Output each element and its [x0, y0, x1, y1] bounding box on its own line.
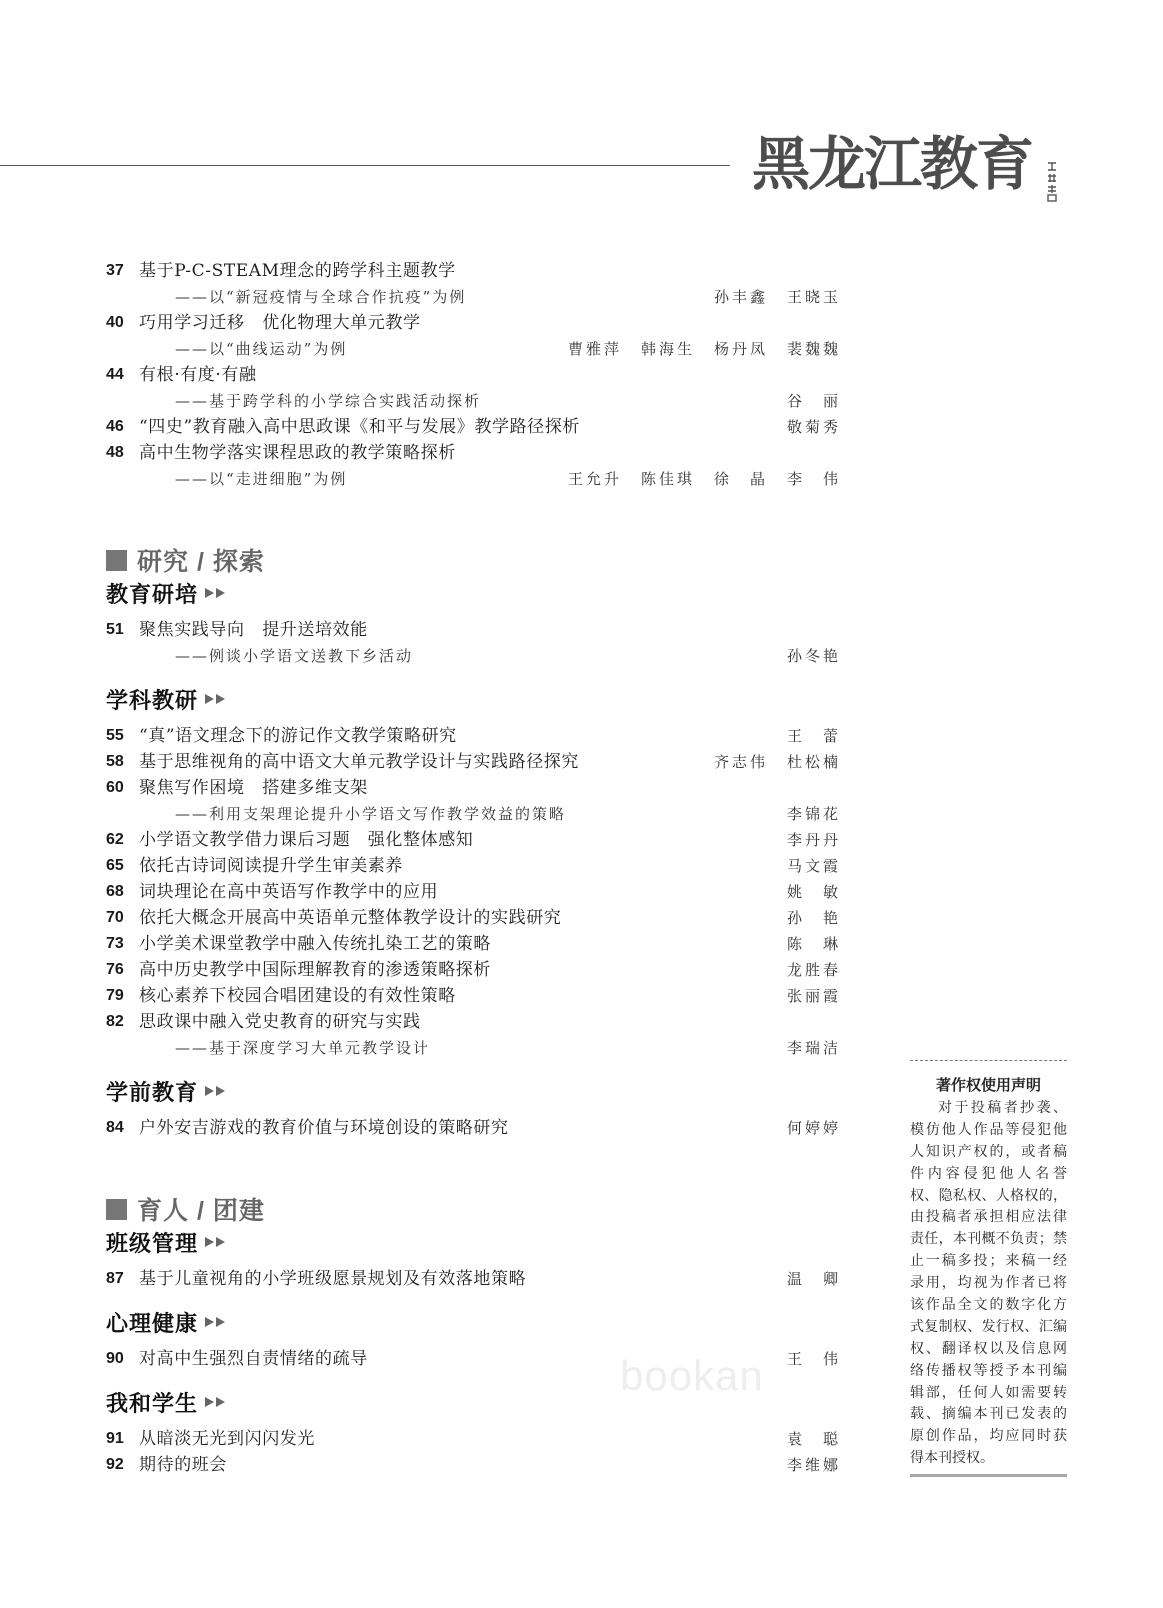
entry-title: “四史”教育融入高中思政课《和平与发展》教学路径探析	[139, 417, 580, 437]
toc-entry	[106, 931, 838, 957]
author-list	[787, 1115, 838, 1141]
double-arrow-icon	[205, 1317, 227, 1327]
author-name: 陈 琳	[787, 935, 838, 953]
entry-title: 小学语文教学借力课后习题 强化整体感知	[139, 830, 474, 850]
subsection-title: 我和学生	[106, 1390, 199, 1417]
copyright-line: 该作品全文的数字化方	[910, 1296, 1067, 1313]
copyright-line: 络传播权等授予本刊编	[910, 1361, 1067, 1378]
entry-title: 期待的班会	[139, 1455, 227, 1475]
entry-title: 核心素养下校园合唱团建设的有效性策略	[139, 986, 456, 1006]
page-number: 48	[106, 444, 124, 461]
page-number: 92	[106, 1456, 124, 1473]
toc-entry	[106, 749, 838, 775]
author-list	[787, 1452, 838, 1478]
section-header	[106, 1191, 838, 1227]
entry-title: 聚焦实践导向 提升送培效能	[139, 620, 368, 640]
entry-subtitle: ——以“新冠疫情与全球合作抗疫”为例	[175, 288, 467, 306]
author-list	[568, 336, 838, 362]
entry-subtitle: ——利用支架理论提升小学语文写作教学效益的策略	[175, 805, 567, 823]
subsection-header	[106, 1307, 838, 1337]
page-number: 76	[106, 961, 124, 978]
page-number: 73	[106, 935, 124, 952]
entry-title: “真”语文理念下的游记作文教学策略研究	[139, 726, 457, 746]
page-number: 51	[106, 621, 124, 638]
author-list	[787, 1346, 838, 1372]
entry-title: 高中历史教学中国际理解教育的渗透策略探析	[139, 960, 491, 980]
entry-subtitle-row	[106, 388, 838, 414]
author-name: 孙丰鑫	[714, 288, 765, 306]
entry-subtitle-row	[106, 336, 838, 362]
page-number: 62	[106, 831, 124, 848]
copyright-line: 辑部，任何人如需要转	[910, 1383, 1067, 1400]
author-list	[787, 388, 838, 414]
author-name: 王允升	[568, 470, 619, 488]
author-name: 李丹丹	[787, 831, 838, 849]
page-number: 58	[106, 753, 124, 770]
watermark: bookan	[620, 1352, 764, 1399]
author-name: 姚 敏	[787, 883, 838, 901]
entry-title: 对高中生强烈自责情绪的疏导	[139, 1349, 368, 1369]
author-name: 王晓玉	[787, 288, 838, 306]
author-name: 马文霞	[787, 857, 838, 875]
toc-entry	[106, 310, 838, 336]
section-square-icon	[106, 1199, 127, 1220]
entry-title: 小学美术课堂教学中融入传统扎染工艺的策略	[139, 934, 491, 954]
double-arrow-icon	[205, 1397, 227, 1407]
entry-title: 思政课中融入党史教育的研究与实践	[139, 1012, 421, 1032]
section-title: 育人 / 团建	[137, 1197, 265, 1225]
arrow-triangle-icon	[205, 1397, 214, 1407]
author-list	[787, 853, 838, 879]
entry-subtitle-row	[106, 466, 838, 492]
copyright-line: 责任，本刊概不负责；禁	[910, 1230, 1067, 1247]
entry-title: 依托大概念开展高中英语单元整体教学设计的实践研究	[139, 908, 562, 928]
author-name: 陈佳琪	[641, 470, 692, 488]
entry-subtitle: ——基于跨学科的小学综合实践活动探析	[175, 392, 482, 410]
double-arrow-icon	[205, 588, 227, 598]
toc-entry	[106, 879, 838, 905]
author-list	[787, 723, 838, 749]
author-list	[787, 905, 838, 931]
arrow-triangle-icon	[205, 694, 214, 704]
section-header	[106, 542, 838, 578]
toc-entry	[106, 1009, 838, 1035]
arrow-triangle-icon	[216, 1397, 225, 1407]
copyright-notice	[910, 1060, 1067, 1469]
toc-entry	[106, 1452, 838, 1478]
author-list	[787, 643, 838, 669]
toc-entry	[106, 827, 838, 853]
copyright-line: 对于投稿者抄袭、	[938, 1099, 1067, 1115]
arrow-triangle-icon	[216, 1317, 225, 1327]
toc-entry	[106, 1115, 838, 1141]
copyright-body	[910, 1097, 1067, 1469]
author-name: 谷 丽	[787, 392, 838, 410]
entry-list	[106, 617, 838, 669]
double-arrow-icon	[205, 1086, 227, 1096]
copyright-line: 件内容侵犯他人名誉	[910, 1164, 1067, 1181]
toc-section	[106, 542, 838, 1141]
author-list	[787, 1426, 838, 1452]
toc-subsection	[106, 1387, 838, 1478]
page-number: 40	[106, 314, 124, 331]
entry-subtitle: ——以“曲线运动”为例	[175, 340, 348, 358]
entry-subtitle-row	[106, 284, 838, 310]
page-number: 65	[106, 857, 124, 874]
entry-list	[106, 1426, 838, 1478]
author-name: 曹雅萍	[568, 340, 619, 358]
entry-title: 有根·有度·有融	[139, 365, 257, 385]
subsection-header	[106, 1076, 838, 1106]
entry-title: 聚焦写作困境 搭建多维支架	[139, 778, 368, 798]
page-number: 90	[106, 1350, 124, 1367]
subsection-header	[106, 578, 838, 608]
toc-subsection	[106, 1227, 838, 1292]
entry-list	[106, 258, 838, 492]
author-name: 李锦花	[787, 805, 838, 823]
copyright-line: 模仿他人作品等侵犯他	[910, 1120, 1067, 1137]
author-name: 裴魏魏	[787, 340, 838, 358]
entry-title: 高中生物学落实课程思政的教学策略探析	[139, 443, 456, 463]
author-name: 杜松楠	[787, 753, 838, 771]
arrow-triangle-icon	[205, 1237, 214, 1247]
copyright-line: 权、翻译权以及信息网	[910, 1339, 1067, 1356]
toc-subsection	[106, 258, 838, 492]
arrow-triangle-icon	[205, 1317, 214, 1327]
page-number: 84	[106, 1119, 124, 1136]
author-list	[787, 1266, 838, 1292]
toc-subsection	[106, 578, 838, 669]
copyright-title: 著作权使用声明	[935, 1077, 1041, 1094]
arrow-triangle-icon	[216, 1086, 225, 1096]
toc-entry	[106, 362, 838, 388]
entry-title: 户外安吉游戏的教育价值与环境创设的策略研究	[139, 1118, 509, 1138]
copyright-divider	[910, 1060, 1067, 1061]
toc-entry	[106, 905, 838, 931]
page-number: 55	[106, 727, 124, 744]
author-list	[568, 466, 838, 492]
double-arrow-icon	[205, 694, 227, 704]
subsection-title: 学科教研	[106, 687, 199, 714]
page-number: 46	[106, 418, 124, 435]
page-number: 68	[106, 883, 124, 900]
author-list	[787, 1035, 838, 1061]
author-list	[787, 801, 838, 827]
toc-entry	[106, 617, 838, 643]
entry-subtitle: ——例谈小学语文送教下乡活动	[175, 647, 414, 665]
author-name: 张丽霞	[787, 987, 838, 1005]
author-name: 何婷婷	[787, 1119, 838, 1137]
author-name: 龙胜春	[787, 961, 838, 979]
entry-title: 基于思维视角的高中语文大单元教学设计与实践路径探究	[139, 752, 579, 772]
toc-entry	[106, 775, 838, 801]
toc-entry	[106, 853, 838, 879]
entry-title: 基于儿童视角的小学班级愿景规划及有效落地策略	[139, 1269, 527, 1289]
entry-title: 从暗淡无光到闪闪发光	[139, 1429, 315, 1449]
author-name: 孙冬艳	[787, 647, 838, 665]
entry-title: 词块理论在高中英语写作教学中的应用	[139, 882, 439, 902]
entry-title: 巧用学习迁移 优化物理大单元教学	[139, 313, 421, 333]
author-name: 李维娜	[787, 1456, 838, 1474]
subsection-title: 教育研培	[106, 581, 199, 608]
author-name: 温 卿	[787, 1270, 838, 1288]
author-name: 王 伟	[787, 1350, 838, 1368]
toc-entry	[106, 1266, 838, 1292]
copyright-line: 由投稿者承担相应法律	[910, 1208, 1067, 1225]
subsection-title: 心理健康	[106, 1310, 199, 1337]
entry-subtitle: ——基于深度学习大单元教学设计	[175, 1039, 431, 1057]
author-name: 孙 艳	[787, 909, 838, 927]
arrow-triangle-icon	[216, 1237, 225, 1247]
arrow-triangle-icon	[205, 1086, 214, 1096]
copyright-line: 录用，均视为作者已将	[910, 1274, 1067, 1291]
author-list	[787, 931, 838, 957]
calligrapher-signature	[1045, 160, 1059, 202]
page-number: 70	[106, 909, 124, 926]
author-list	[787, 879, 838, 905]
toc-subsection	[106, 684, 838, 1061]
author-list	[787, 957, 838, 983]
arrow-triangle-icon	[216, 588, 225, 598]
toc-section	[106, 1191, 838, 1478]
masthead-title: 黑龙江教育	[752, 130, 1033, 198]
subsection-header	[106, 684, 838, 714]
copyright-line: 止一稿多投；来稿一经	[910, 1252, 1067, 1269]
arrow-triangle-icon	[205, 588, 214, 598]
page-number: 37	[106, 262, 124, 279]
subsection-title: 学前教育	[106, 1079, 199, 1106]
copyright-line: 原创作品，均应同时获	[910, 1427, 1067, 1444]
arrow-triangle-icon	[216, 694, 225, 704]
author-name: 敬菊秀	[787, 418, 838, 436]
copyright-line: 式复制权、发行权、汇编	[910, 1317, 1067, 1334]
author-list	[787, 983, 838, 1009]
table-of-contents	[106, 258, 838, 1478]
entry-title: 基于P-C-STEAM理念的跨学科主题教学	[139, 261, 456, 281]
author-name: 杨丹凤	[714, 340, 765, 358]
author-name: 李瑞洁	[787, 1039, 838, 1057]
copyright-line: 得本刊授权。	[910, 1449, 994, 1466]
entry-subtitle-row	[106, 643, 838, 669]
author-name: 齐志伟	[714, 753, 765, 771]
copyright-line: 权、隐私权、人格权的，	[910, 1186, 1067, 1203]
toc-entry	[106, 440, 838, 466]
toc-entry	[106, 957, 838, 983]
entry-subtitle-row	[106, 1035, 838, 1061]
entry-subtitle: ——以“走进细胞”为例	[175, 470, 348, 488]
page-number: 60	[106, 779, 124, 796]
double-arrow-icon	[205, 1237, 227, 1247]
author-list	[714, 284, 838, 310]
copyright-line: 载、摘编本刊已发表的	[910, 1405, 1067, 1422]
author-list	[714, 749, 838, 775]
section-title: 研究 / 探索	[137, 548, 265, 576]
page-number: 44	[106, 366, 124, 383]
copyright-line: 人知识产权的，或者稿	[910, 1142, 1067, 1159]
toc-subsection	[106, 1076, 838, 1141]
toc-entry	[106, 258, 838, 284]
entry-subtitle-row	[106, 801, 838, 827]
toc-section	[106, 258, 838, 492]
toc-entry	[106, 414, 838, 440]
subsection-header	[106, 1227, 838, 1257]
toc-entry	[106, 983, 838, 1009]
page-number: 87	[106, 1270, 124, 1287]
entry-list	[106, 723, 838, 1061]
entry-title: 依托古诗词阅读提升学生审美素养	[139, 856, 403, 876]
page-number: 91	[106, 1430, 124, 1447]
author-name: 王 蕾	[787, 727, 838, 745]
masthead-rule	[0, 165, 730, 166]
author-name: 李 伟	[787, 470, 838, 488]
entry-list	[106, 1266, 838, 1292]
author-name: 袁 聪	[787, 1430, 838, 1448]
author-list	[787, 414, 838, 440]
page-number: 79	[106, 987, 124, 1004]
copyright-bottom-rule	[910, 1474, 1067, 1477]
author-list	[787, 827, 838, 853]
page-number: 82	[106, 1013, 124, 1030]
toc-entry	[106, 1426, 838, 1452]
author-name: 徐 晶	[714, 470, 765, 488]
author-name: 韩海生	[641, 340, 692, 358]
toc-entry	[106, 723, 838, 749]
entry-list	[106, 1115, 838, 1141]
subsection-title: 班级管理	[106, 1230, 199, 1257]
section-square-icon	[106, 550, 127, 571]
